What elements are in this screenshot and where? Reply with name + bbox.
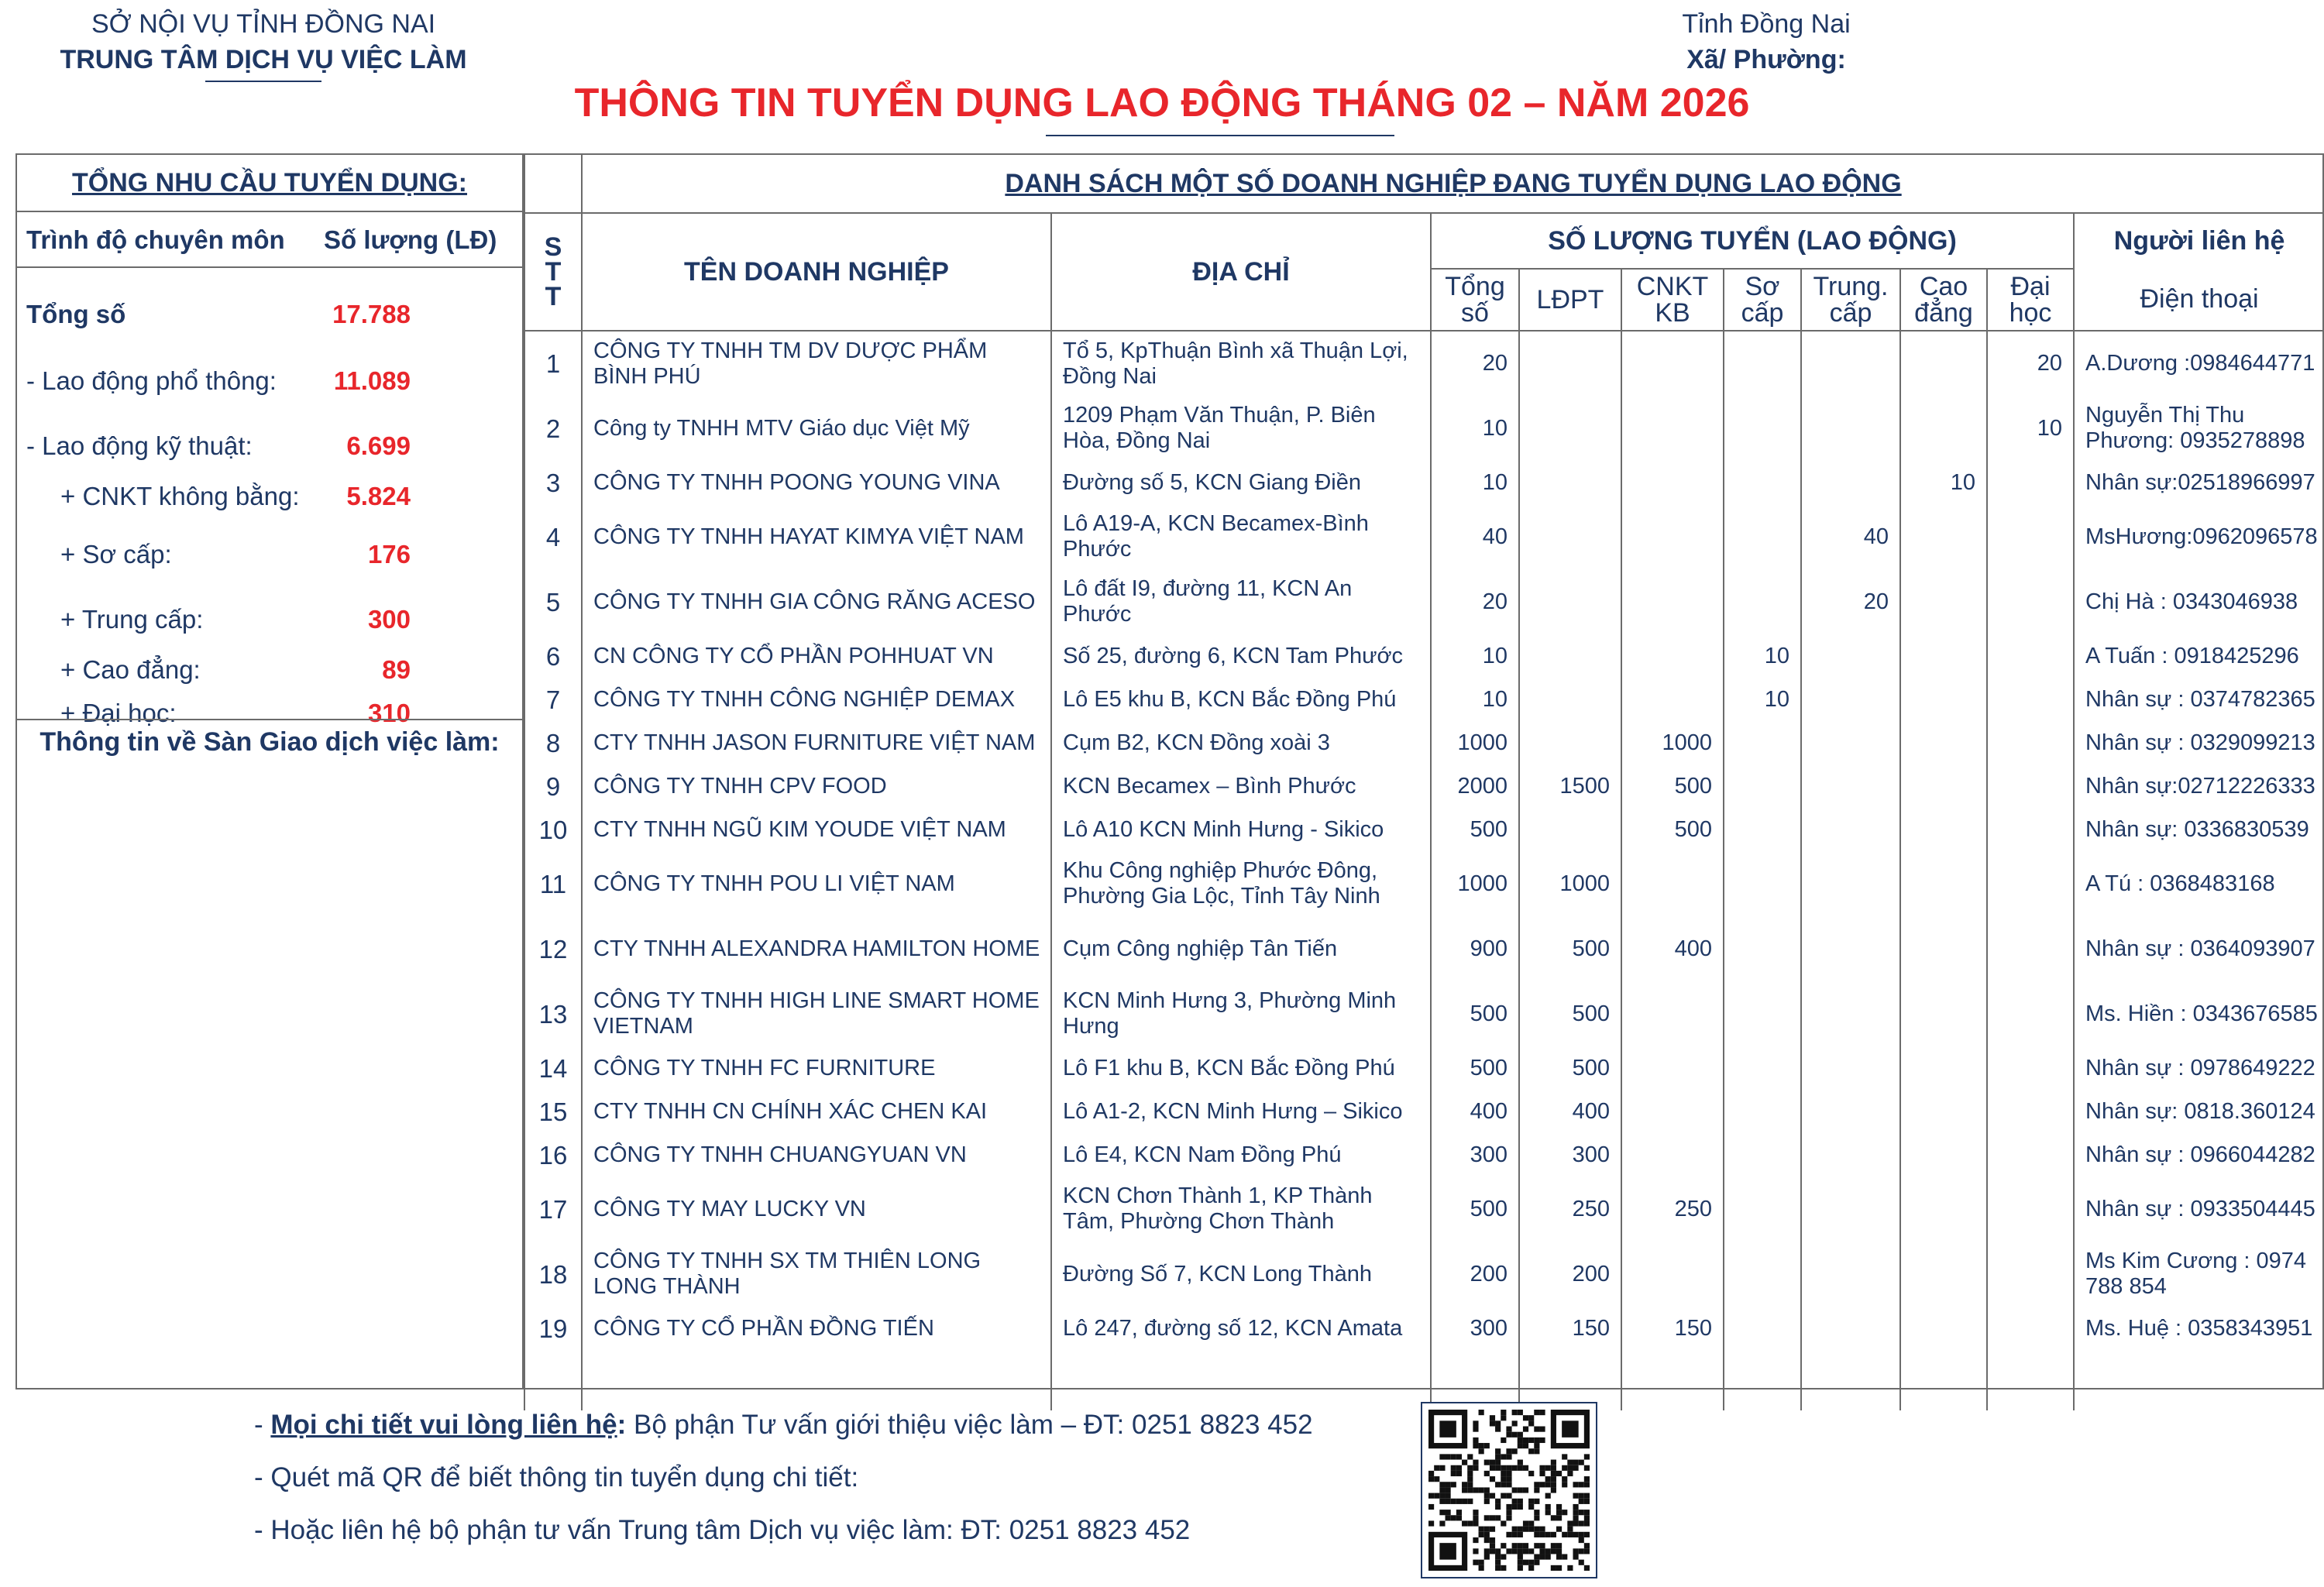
company-address: 1209 Phạm Văn Thuận, P. Biên Hòa, Đồng Nai	[1051, 396, 1431, 461]
company-address: Khu Công nghiệp Phước Đông, Phường Gia Lộc, Tỉnh Tây Ninh	[1051, 851, 1431, 916]
row-stt: 19	[524, 1307, 582, 1350]
summary-label: Tổng số	[26, 300, 126, 328]
row-stt: 6	[524, 634, 582, 678]
qty-daihoc	[1987, 461, 2074, 504]
contact-phone: Ms Kim Cương : 0974 788 854	[2074, 1242, 2324, 1307]
qty-trungcap	[1801, 1133, 1900, 1177]
center-name: TRUNG TÂM DỊCH VỤ VIỆC LÀM	[60, 45, 467, 74]
table-row	[524, 721, 2324, 764]
table-row	[524, 461, 2324, 504]
row-stt: 5	[524, 569, 582, 634]
qty-cnkt: 500	[1621, 808, 1724, 851]
table-row	[524, 1133, 2324, 1177]
summary-value: 11.089	[333, 366, 411, 395]
qr-code[interactable]	[1421, 1402, 1597, 1578]
qty-total: 10	[1431, 634, 1519, 678]
qty-daihoc	[1987, 1046, 2074, 1090]
footer-line-hotline: - Hoặc liên hệ bộ phận tư vấn Trung tâm Dịch vụ việc làm: ĐT: 0251 8823 452	[254, 1515, 1191, 1545]
company-address: Cụm B2, KCN Đồng xoài 3	[1051, 721, 1431, 764]
company-table-wrap	[524, 153, 2324, 1410]
agency-name: SỞ NỘI VỤ TỈNH ĐỒNG NAI	[91, 9, 436, 39]
row-stt: 9	[524, 764, 582, 808]
qty-trungcap	[1801, 721, 1900, 764]
qty-ldpt: 1500	[1519, 764, 1621, 808]
qty-socap	[1724, 461, 1801, 504]
qty-ldpt: 200	[1519, 1242, 1621, 1307]
location-block	[1627, 6, 1906, 77]
row-stt: 17	[524, 1177, 582, 1242]
summary-label: + CNKT không bằng:	[60, 482, 300, 510]
table-row	[524, 851, 2324, 916]
qty-total: 20	[1431, 569, 1519, 634]
qty-socap	[1724, 1133, 1801, 1177]
qty-ldpt: 500	[1519, 916, 1621, 981]
contact-phone: MsHương:0962096578	[2074, 504, 2324, 569]
contact-phone: Nhân sự: 0818.360124	[2074, 1090, 2324, 1133]
col-trungcap: Trung. cấp	[1801, 269, 1900, 331]
qty-total: 300	[1431, 1307, 1519, 1350]
page-title: THÔNG TIN TUYỂN DỤNG LAO ĐỘNG THÁNG 02 – NĂM 2026	[574, 81, 1750, 125]
col-phone: Điện thoại	[2074, 269, 2324, 331]
company-name: CÔNG TY TNHH CÔNG NGHIỆP DEMAX	[582, 678, 1051, 721]
summary-value: 176	[367, 540, 411, 569]
table-row	[524, 808, 2324, 851]
table-row	[524, 764, 2324, 808]
row-stt: 18	[524, 1242, 582, 1307]
company-name: CÔNG TY TNHH GIA CÔNG RĂNG ACESO	[582, 569, 1051, 634]
company-name: CTY TNHH CN CHÍNH XÁC CHEN KAI	[582, 1090, 1051, 1133]
company-name: CÔNG TY CỔ PHẦN ĐỒNG TIẾN	[582, 1307, 1051, 1350]
qty-total: 2000	[1431, 764, 1519, 808]
qty-cnkt	[1621, 331, 1724, 396]
qty-daihoc	[1987, 678, 2074, 721]
qty-daihoc	[1987, 569, 2074, 634]
qty-total: 10	[1431, 461, 1519, 504]
qty-caodang	[1900, 808, 1987, 851]
qty-caodang	[1900, 504, 1987, 569]
qty-ldpt	[1519, 634, 1621, 678]
company-name: CÔNG TY TNHH POONG YOUNG VINA	[582, 461, 1051, 504]
qty-trungcap	[1801, 1046, 1900, 1090]
col-socap: Sơ cấp	[1724, 269, 1801, 331]
qty-trungcap	[1801, 461, 1900, 504]
qty-socap	[1724, 981, 1801, 1046]
qty-daihoc	[1987, 851, 2074, 916]
contact-phone: Nhân sự : 0933504445	[2074, 1177, 2324, 1242]
qty-cnkt	[1621, 1242, 1724, 1307]
exchange-info-heading: Thông tin về Sàn Giao dịch việc làm:	[15, 719, 524, 764]
col-qty-group: SỐ LƯỢNG TUYỂN (LAO ĐỘNG)	[1431, 213, 2074, 269]
contact-phone: Ms. Huệ : 0358343951	[2074, 1307, 2324, 1350]
company-address: Lô F1 khu B, KCN Bắc Đồng Phú	[1051, 1046, 1431, 1090]
table-title: DANH SÁCH MỘT SỐ DOANH NGHIỆP ĐANG TUYỂN DỤNG LAO ĐỘNG	[582, 154, 2324, 213]
qty-cnkt	[1621, 569, 1724, 634]
qty-socap	[1724, 1307, 1801, 1350]
table-row	[524, 678, 2324, 721]
company-address: Lô A1-2, KCN Minh Hưng – Sikico	[1051, 1090, 1431, 1133]
footer-line-qr: - Quét mã QR để biết thông tin tuyển dụng chi tiết:	[254, 1462, 859, 1493]
table-row	[524, 396, 2324, 461]
qty-ldpt	[1519, 461, 1621, 504]
qty-caodang	[1900, 396, 1987, 461]
footer-contact-text: Bộ phận Tư vấn giới thiệu việc làm – ĐT: 0251 8823 452	[626, 1410, 1313, 1440]
company-rows	[524, 331, 2324, 1410]
qty-socap	[1724, 808, 1801, 851]
company-address: Lô 247, đường số 12, KCN Amata	[1051, 1307, 1431, 1350]
qty-daihoc	[1987, 721, 2074, 764]
table-row	[524, 1046, 2324, 1090]
row-stt: 13	[524, 981, 582, 1046]
qty-trungcap	[1801, 1090, 1900, 1133]
qty-trungcap	[1801, 1177, 1900, 1242]
qty-socap	[1724, 721, 1801, 764]
qty-caodang	[1900, 1090, 1987, 1133]
company-name: CTY TNHH NGŨ KIM YOUDE VIỆT NAM	[582, 808, 1051, 851]
qty-cnkt	[1621, 396, 1724, 461]
company-address: KCN Minh Hưng 3, Phường Minh Hưng	[1051, 981, 1431, 1046]
qty-trungcap	[1801, 851, 1900, 916]
qty-daihoc	[1987, 504, 2074, 569]
summary-label: - Lao động phổ thông:	[26, 366, 277, 395]
qty-cnkt	[1621, 504, 1724, 569]
contact-phone: Nhân sự:02518966997	[2074, 461, 2324, 504]
company-name: CTY TNHH ALEXANDRA HAMILTON HOME	[582, 916, 1051, 981]
qty-trungcap	[1801, 981, 1900, 1046]
qty-trungcap	[1801, 764, 1900, 808]
qty-ldpt: 1000	[1519, 851, 1621, 916]
qty-total: 200	[1431, 1242, 1519, 1307]
qty-total: 20	[1431, 331, 1519, 396]
qty-cnkt	[1621, 1090, 1724, 1133]
row-stt: 16	[524, 1133, 582, 1177]
qty-ldpt: 500	[1519, 981, 1621, 1046]
qr-code-icon	[1428, 1410, 1590, 1571]
qty-total: 500	[1431, 981, 1519, 1046]
company-address: Lô A19-A, KCN Becamex-Bình Phước	[1051, 504, 1431, 569]
title-underline	[1046, 135, 1394, 136]
qty-ldpt	[1519, 808, 1621, 851]
qty-cnkt: 1000	[1621, 721, 1724, 764]
qty-total: 500	[1431, 1046, 1519, 1090]
qty-ldpt	[1519, 396, 1621, 461]
summary-panel	[15, 153, 524, 1389]
table-row	[524, 1177, 2324, 1242]
table-row	[524, 504, 2324, 569]
table-row	[524, 981, 2324, 1046]
qty-socap	[1724, 1046, 1801, 1090]
qty-cnkt	[1621, 634, 1724, 678]
stt-title-cell	[524, 154, 582, 213]
qty-caodang	[1900, 1307, 1987, 1350]
qty-socap	[1724, 851, 1801, 916]
qty-total: 500	[1431, 808, 1519, 851]
qty-ldpt	[1519, 504, 1621, 569]
qty-caodang	[1900, 764, 1987, 808]
qty-ldpt: 500	[1519, 1046, 1621, 1090]
summary-value: 89	[382, 655, 411, 684]
contact-phone: A Tú : 0368483168	[2074, 851, 2324, 916]
qty-cnkt	[1621, 1133, 1724, 1177]
qty-trungcap	[1801, 634, 1900, 678]
qty-daihoc: 10	[1987, 396, 2074, 461]
filler-cell	[1900, 1350, 1987, 1410]
qty-total: 1000	[1431, 721, 1519, 764]
company-name: CÔNG TY TNHH FC FURNITURE	[582, 1046, 1051, 1090]
qty-daihoc	[1987, 916, 2074, 981]
qty-trungcap	[1801, 1242, 1900, 1307]
qty-total: 400	[1431, 1090, 1519, 1133]
qty-caodang	[1900, 1177, 1987, 1242]
qty-cnkt	[1621, 1046, 1724, 1090]
ward-label: Xã/ Phường:	[1686, 45, 1846, 74]
qty-cnkt	[1621, 678, 1724, 721]
col-total: Tổng số	[1431, 269, 1519, 331]
contact-phone: Nhân sự : 0364093907	[2074, 916, 2324, 981]
col-stt	[524, 213, 582, 331]
company-address: KCN Becamex – Bình Phước	[1051, 764, 1431, 808]
issuer-block	[0, 6, 527, 82]
company-address: KCN Chơn Thành 1, KP Thành Tâm, Phường Chơn Thành	[1051, 1177, 1431, 1242]
qty-daihoc	[1987, 634, 2074, 678]
summary-row-cnkt	[15, 477, 524, 516]
company-address: Cụm Công nghiệp Tân Tiến	[1051, 916, 1431, 981]
summary-value: 310	[367, 699, 411, 727]
qty-daihoc	[1987, 1090, 2074, 1133]
qty-socap	[1724, 1090, 1801, 1133]
col-ldpt: LĐPT	[1519, 269, 1621, 331]
qty-total: 300	[1431, 1133, 1519, 1177]
table-row	[524, 1307, 2324, 1350]
qty-caodang	[1900, 916, 1987, 981]
company-name: Công ty TNHH MTV Giáo dục Việt Mỹ	[582, 396, 1051, 461]
table-row	[524, 634, 2324, 678]
qty-trungcap	[1801, 916, 1900, 981]
table-row	[524, 1242, 2324, 1307]
summary-label: + Trung cấp:	[60, 605, 204, 634]
summary-row-socap	[15, 531, 524, 578]
qty-daihoc	[1987, 1133, 2074, 1177]
summary-header-row	[15, 212, 524, 268]
summary-label: - Lao động kỹ thuật:	[26, 431, 253, 460]
row-stt: 8	[524, 721, 582, 764]
row-stt: 10	[524, 808, 582, 851]
contact-phone: Nhân sự : 0329099213	[2074, 721, 2324, 764]
summary-value: 5.824	[346, 482, 411, 510]
company-address: Lô E5 khu B, KCN Bắc Đồng Phú	[1051, 678, 1431, 721]
qty-socap	[1724, 569, 1801, 634]
qty-total: 900	[1431, 916, 1519, 981]
company-name: CÔNG TY TNHH POU LI VIỆT NAM	[582, 851, 1051, 916]
qty-ldpt: 150	[1519, 1307, 1621, 1350]
qty-socap	[1724, 1242, 1801, 1307]
col-cnkt: CNKT KB	[1621, 269, 1724, 331]
company-name: CTY TNHH JASON FURNITURE VIỆT NAM	[582, 721, 1051, 764]
summary-col-qty: Số lượng (LĐ)	[324, 225, 497, 254]
company-address: Đường Số 7, KCN Long Thành	[1051, 1242, 1431, 1307]
company-name: CÔNG TY TNHH HAYAT KIMYA VIỆT NAM	[582, 504, 1051, 569]
qty-caodang	[1900, 721, 1987, 764]
col-daihoc: Đại học	[1987, 269, 2074, 331]
summary-label: + Đại học:	[60, 699, 177, 727]
company-address: Lô đất I9, đường 11, KCN An Phước	[1051, 569, 1431, 634]
footer-line-contact: - Mọi chi tiết vui lòng liên hệ: Bộ phận Tư vấn giới thiệu việc làm – ĐT: 0251 8823 452	[254, 1410, 1313, 1440]
qty-socap	[1724, 331, 1801, 396]
filler-cell	[1724, 1350, 1801, 1410]
table-row	[524, 916, 2324, 981]
company-address: Lô A10 KCN Minh Hưng - Sikico	[1051, 808, 1431, 851]
contact-phone: Chị Hà : 0343046938	[2074, 569, 2324, 634]
row-stt: 1	[524, 331, 582, 396]
summary-row-total	[15, 291, 524, 338]
summary-value: 17.788	[332, 300, 411, 328]
qty-daihoc	[1987, 1307, 2074, 1350]
qty-total: 40	[1431, 504, 1519, 569]
company-name: CÔNG TY MAY LUCKY VN	[582, 1177, 1051, 1242]
table-row	[524, 331, 2324, 396]
summary-value: 6.699	[346, 431, 411, 460]
row-stt: 15	[524, 1090, 582, 1133]
contact-phone: Nhân sự : 0978649222	[2074, 1046, 2324, 1090]
qty-caodang	[1900, 981, 1987, 1046]
summary-row-trungcap	[15, 596, 524, 643]
contact-phone: Nhân sự : 0374782365	[2074, 678, 2324, 721]
row-stt: 14	[524, 1046, 582, 1090]
qty-ldpt	[1519, 569, 1621, 634]
company-name: CÔNG TY TNHH TM DV DƯỢC PHẨM BÌNH PHÚ	[582, 331, 1051, 396]
filler-cell	[2074, 1350, 2324, 1410]
table-row	[524, 1090, 2324, 1133]
qty-ldpt: 250	[1519, 1177, 1621, 1242]
qty-caodang: 10	[1900, 461, 1987, 504]
qty-daihoc	[1987, 1177, 2074, 1242]
col-company-name: TÊN DOANH NGHIỆP	[582, 213, 1051, 331]
company-address: Lô E4, KCN Nam Đồng Phú	[1051, 1133, 1431, 1177]
qty-caodang	[1900, 331, 1987, 396]
qty-total: 1000	[1431, 851, 1519, 916]
company-address: Tổ 5, KpThuận Bình xã Thuận Lợi, Đồng Nai	[1051, 331, 1431, 396]
company-address: Đường số 5, KCN Giang Điền	[1051, 461, 1431, 504]
qty-caodang	[1900, 1046, 1987, 1090]
contact-phone: Nhân sự : 0966044282	[2074, 1133, 2324, 1177]
qty-socap	[1724, 396, 1801, 461]
qty-trungcap	[1801, 808, 1900, 851]
qty-caodang	[1900, 634, 1987, 678]
qty-socap: 10	[1724, 678, 1801, 721]
qty-caodang	[1900, 1242, 1987, 1307]
row-stt: 7	[524, 678, 582, 721]
qty-ldpt	[1519, 721, 1621, 764]
qty-socap: 10	[1724, 634, 1801, 678]
qty-trungcap	[1801, 396, 1900, 461]
contact-phone: Nhân sự: 0336830539	[2074, 808, 2324, 851]
qty-cnkt	[1621, 981, 1724, 1046]
summary-row-caodang	[15, 651, 524, 689]
contact-phone: A Tuấn : 0918425296	[2074, 634, 2324, 678]
summary-col-level: Trình độ chuyên môn	[26, 225, 285, 254]
qty-cnkt	[1621, 851, 1724, 916]
summary-label: + Sơ cấp:	[60, 540, 172, 569]
contact-phone: Nhân sự:02712226333	[2074, 764, 2324, 808]
filler-cell	[1987, 1350, 2074, 1410]
summary-row-general-labor	[15, 358, 524, 404]
company-name: CN CÔNG TY CỔ PHẦN POHHUAT VN	[582, 634, 1051, 678]
col-contact: Người liên hệ	[2074, 213, 2324, 269]
filler-cell	[1621, 1350, 1724, 1410]
row-stt: 2	[524, 396, 582, 461]
qty-socap	[1724, 916, 1801, 981]
summary-row-skilled-labor	[15, 423, 524, 469]
company-name: CÔNG TY TNHH CPV FOOD	[582, 764, 1051, 808]
qty-trungcap: 40	[1801, 504, 1900, 569]
summary-label: + Cao đẳng:	[60, 655, 201, 684]
contact-phone: A.Dương :0984644771	[2074, 331, 2324, 396]
qty-ldpt: 400	[1519, 1090, 1621, 1133]
company-address: Số 25, đường 6, KCN Tam Phước	[1051, 634, 1431, 678]
row-stt: 12	[524, 916, 582, 981]
qty-cnkt	[1621, 461, 1724, 504]
qty-daihoc	[1987, 981, 2074, 1046]
qty-daihoc	[1987, 808, 2074, 851]
table-row	[524, 569, 2324, 634]
company-table	[524, 153, 2324, 1410]
qty-ldpt	[1519, 678, 1621, 721]
qty-ldpt: 300	[1519, 1133, 1621, 1177]
qty-caodang	[1900, 851, 1987, 916]
qty-daihoc: 20	[1987, 331, 2074, 396]
qty-cnkt: 400	[1621, 916, 1724, 981]
summary-title: TỔNG NHU CẦU TUYỂN DỤNG:	[15, 153, 524, 212]
qty-daihoc	[1987, 1242, 2074, 1307]
qty-socap	[1724, 764, 1801, 808]
filler-cell	[1801, 1350, 1900, 1410]
qty-trungcap	[1801, 331, 1900, 396]
qty-socap	[1724, 504, 1801, 569]
footer-notes	[254, 1399, 1416, 1557]
col-caodang: Cao đẳng	[1900, 269, 1987, 331]
qty-cnkt: 250	[1621, 1177, 1724, 1242]
province-label: Tỉnh Đồng Nai	[1682, 9, 1851, 39]
qty-socap	[1724, 1177, 1801, 1242]
qty-caodang	[1900, 569, 1987, 634]
qty-ldpt	[1519, 331, 1621, 396]
row-stt: 3	[524, 461, 582, 504]
qty-trungcap: 20	[1801, 569, 1900, 634]
qty-caodang	[1900, 678, 1987, 721]
contact-phone: Ms. Hiền : 0343676585	[2074, 981, 2324, 1046]
row-stt: 11	[524, 851, 582, 916]
qty-trungcap	[1801, 678, 1900, 721]
company-name: CÔNG TY TNHH SX TM THIÊN LONG LONG THÀNH	[582, 1242, 1051, 1307]
col-address: ĐỊA CHỈ	[1051, 213, 1431, 331]
contact-phone: Nguyễn Thị Thu Phương: 0935278898	[2074, 396, 2324, 461]
qty-cnkt: 500	[1621, 764, 1724, 808]
footer-contact-label: Mọi chi tiết vui lòng liên hệ	[270, 1410, 617, 1440]
col-stt-label: S T T	[544, 232, 562, 311]
qty-daihoc	[1987, 764, 2074, 808]
company-name: CÔNG TY TNHH HIGH LINE SMART HOME VIETNAM	[582, 981, 1051, 1046]
qty-total: 10	[1431, 678, 1519, 721]
qty-trungcap	[1801, 1307, 1900, 1350]
qty-cnkt: 150	[1621, 1307, 1724, 1350]
qty-caodang	[1900, 1133, 1987, 1177]
summary-value: 300	[367, 605, 411, 634]
company-name: CÔNG TY TNHH CHUANGYUAN VN	[582, 1133, 1051, 1177]
qty-total: 500	[1431, 1177, 1519, 1242]
qty-total: 10	[1431, 396, 1519, 461]
row-stt: 4	[524, 504, 582, 569]
